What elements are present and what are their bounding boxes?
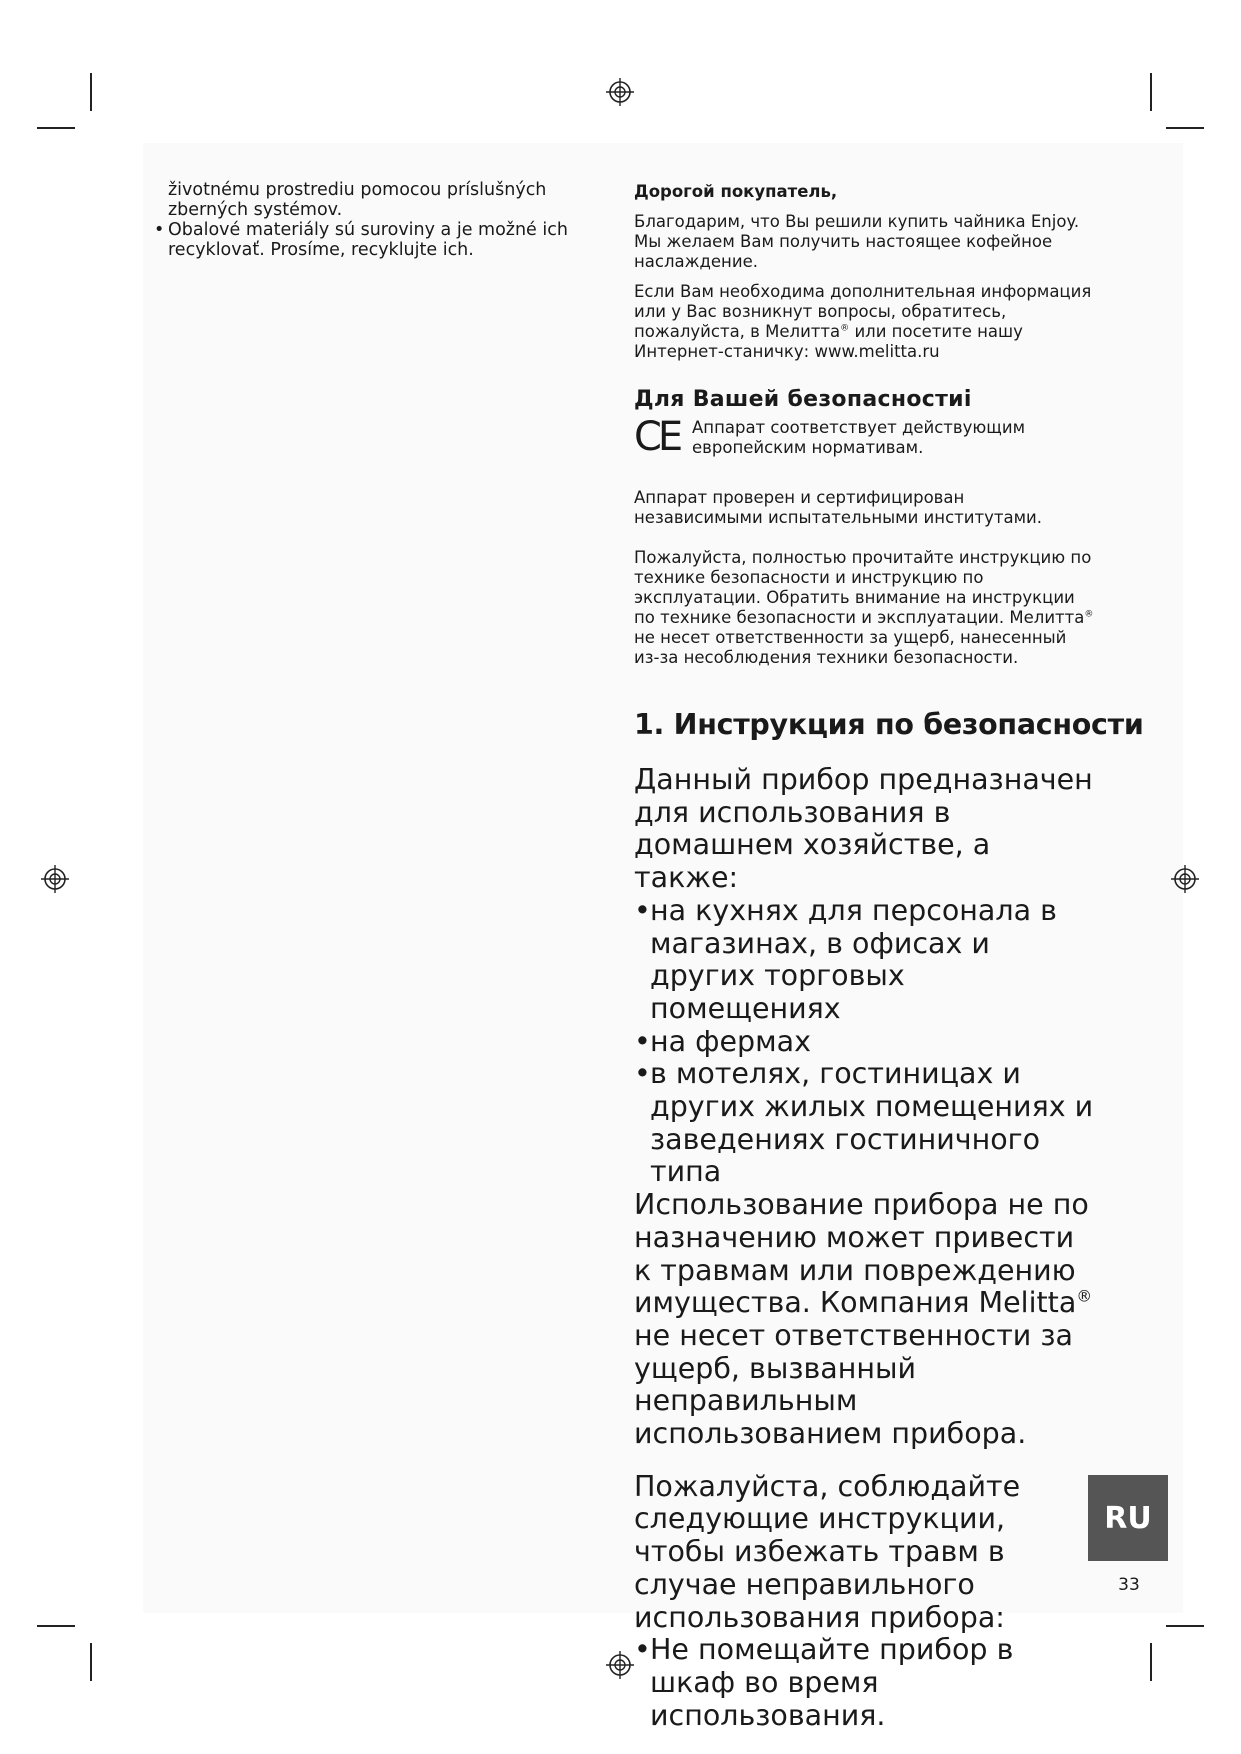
safety-heading: Для Вашей безопасностиi [634,387,972,412]
list-item [634,1634,1094,1732]
please-follow-text: Пожалуйста, соблюдайте следующие инструкции, чтобы избежать травм в случае неправильного использования прибора: [634,1469,1021,1634]
bullet-marker: • [154,220,165,240]
crop-mark [1150,1643,1152,1681]
list-item [634,1058,1094,1189]
bullet-marker: • [634,1633,651,1667]
registration-mark-icon [605,77,635,107]
crop-mark [1150,73,1152,111]
list-item-text: на фермах [650,1024,811,1058]
bullet-marker: • [634,1024,651,1058]
crop-mark [90,1643,92,1681]
crop-mark [90,73,92,111]
language-tab: RU [1088,1475,1168,1561]
ce-conformity [634,414,1094,460]
registration-mark-icon [605,1650,635,1680]
certified-paragraph: Аппарат проверен и сертифицирован независимыми испытательными институтами. [634,488,1042,527]
list-item-text: Obalové materiály sú suroviny a je možné ich recyklovať. Prosíme, recyklujte ich. [168,220,568,260]
section-heading: 1. Инструкция по безопасности [634,708,1144,741]
list-item [634,895,1094,1026]
intro-text: Данный прибор предназначен для использования в домашнем хозяйстве, а также: [634,763,1093,895]
list-item [634,1026,1094,1059]
page-number: 33 [1118,1575,1140,1595]
registration-mark-icon [1170,864,1200,894]
contact-paragraph: Если Вам необходима дополнительная информация или у Вас возникнут вопросы, обратитесь, пожалуйста, в Мелитта® или посетите нашу Интернет-станичку: www.melitta.ru [634,282,1092,361]
list-item-text: в мотелях, гостиницах и других жилых помещениях и заведениях гостиничного типа [650,1057,1094,1189]
registered-mark: ® [840,323,850,334]
safety-body [634,764,1094,1732]
list-item [154,220,618,260]
registration-mark-icon [40,864,70,894]
registered-mark: ® [1076,1286,1092,1306]
read-instructions-paragraph: Пожалуйста, полностью прочитайте инструкцию по технике безопасности и инструкцию по эксплуатации. Обратить внимание на инструкции по технике безопасности и эксплуатации. Мелитта® не несет ответственности за ущерб, нанесенный из-за несоблюдения техники безопасности. [634,548,1094,667]
ce-text: Аппарат соответствует действующим европейским нормативам. [692,418,1026,457]
continuation-text: životnému prostrediu pomocou príslušných zberných systémov. [168,180,547,220]
bullet-marker: • [634,1057,651,1091]
ce-mark-icon: CE [634,414,680,460]
misuse-text: Использование прибора не по назначению может привести к травмам или повреждению имущества. Компания Melitta® не несет ответственности за ущерб, вызванный неправильным использованием прибора. [634,1188,1092,1451]
crop-mark [1166,127,1204,129]
left-column [154,180,618,260]
thank-you-paragraph: Благодарим, что Вы решили купить чайника Enjoy. Мы желаем Вам получить настоящее кофейное наслаждение. [634,212,1080,271]
greeting: Дорогой покупатель, [634,182,838,201]
list-item-text: Не помещайте прибор в шкаф во время использования. [650,1633,1014,1732]
crop-mark [1166,1625,1204,1627]
registered-mark: ® [1084,609,1094,620]
crop-mark [37,1625,75,1627]
crop-mark [37,127,75,129]
list-item-text: на кухнях для персонала в магазинах, в офисах и других торговых помещениях [650,893,1057,1025]
bullet-marker: • [634,893,651,927]
